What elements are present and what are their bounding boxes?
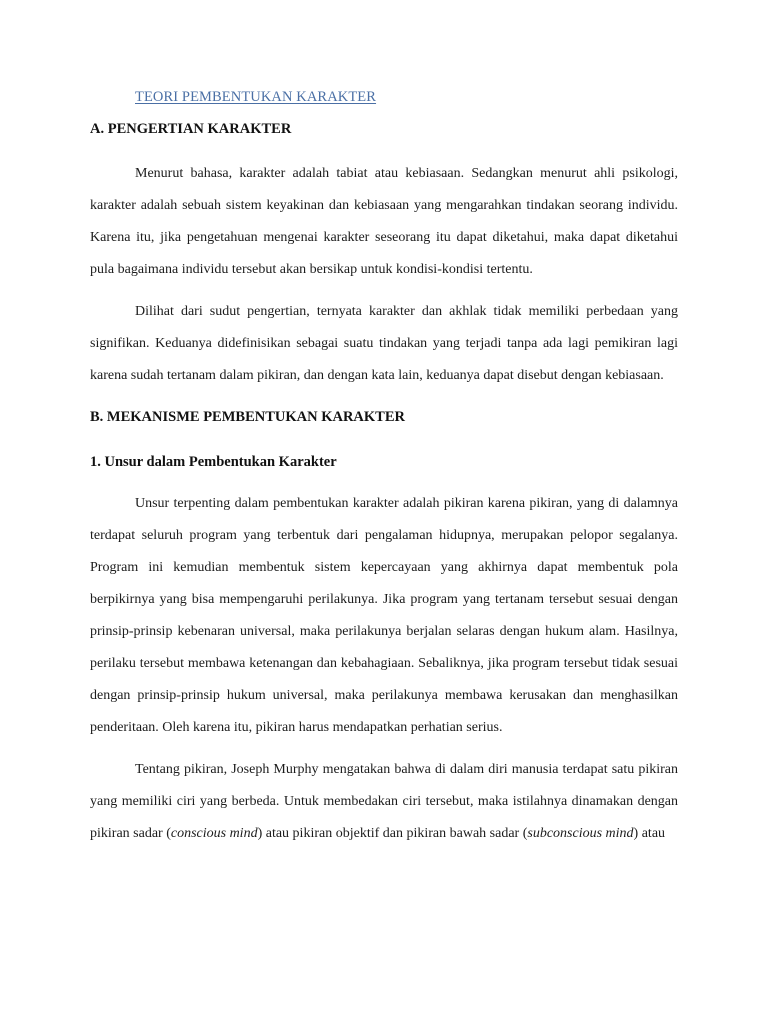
section-b-paragraph-2 (90, 754, 678, 850)
paragraph-2-text-end: ) atau (633, 826, 666, 841)
section-a-heading: A. PENGERTIAN KARAKTER (90, 121, 292, 137)
section-a-paragraph-2: Dilihat dari sudut pengertian, ternyata karakter dan akhlak tidak memiliki perbedaan yang signifikan. Keduanya didefinisikan sebagai suatu tindakan yang terjadi tanpa ada lagi pemikiran lagi karena sudah tertanam dalam pikiran, dan dengan kata lain, keduanya dapat disebut dengan kebiasaan. (90, 304, 678, 383)
section-b-paragraph-1: Unsur terpenting dalam pembentukan karakter adalah pikiran karena pikiran, yang di dalamnya terdapat seluruh program yang terbentuk dari pengalaman hidupnya, merupakan pelopor segalanya. Program ini kemudian membentuk sistem kepercayaan yang akhirnya dapat membentuk pola berpikirnya yang bisa mempengaruhi perilakunya. Jika program yang tertanam tersebut sesuai dengan prinsip-prinsip kebenaran universal, maka perilakunya berjalan selaras dengan hukum alam. Hasilnya, perilaku tersebut membawa ketenangan dan kebahagiaan. Sebaliknya, jika program tersebut tidak sesuai dengan prinsip-prinsip hukum universal, maka perilakunya membawa kerusakan dan menghasilkan penderitaan. Oleh karena itu, pikiran harus mendapatkan perhatian serius. (90, 496, 678, 735)
document-title: TEORI PEMBENTUKAN KARAKTER (135, 89, 377, 105)
paragraph-2-text-start: Tentang pikiran, Joseph Murphy mengatakan bahwa di dalam diri manusia terdapat satu pikiran yang memiliki ciri yang berbeda. Untuk membedakan ciri tersebut, maka istilahnya dinamakan dengan pikiran sadar ( (90, 762, 678, 841)
section-b-subheading: 1. Unsur dalam Pembentukan Karakter (90, 454, 337, 470)
term-conscious-mind: conscious mind (170, 826, 258, 841)
section-a-paragraph-1: Menurut bahasa, karakter adalah tabiat atau kebiasaan. Sedangkan menurut ahli psikologi, karakter adalah sebuah sistem keyakinan dan kebiasaan yang mengarahkan tindakan seorang individu. Karena itu, jika pengetahuan mengenai karakter seseorang itu dapat diketahui, maka dapat diketahui pula bagaimana individu tersebut akan bersikap untuk kondisi-kondisi tertentu. (90, 166, 678, 277)
paragraph-2-text-middle: ) atau pikiran objektif dan pikiran bawah sadar ( (257, 826, 528, 841)
term-subconscious-mind: subconscious mind (527, 826, 634, 841)
section-b-heading: B. MEKANISME PEMBENTUKAN KARAKTER (90, 409, 405, 425)
